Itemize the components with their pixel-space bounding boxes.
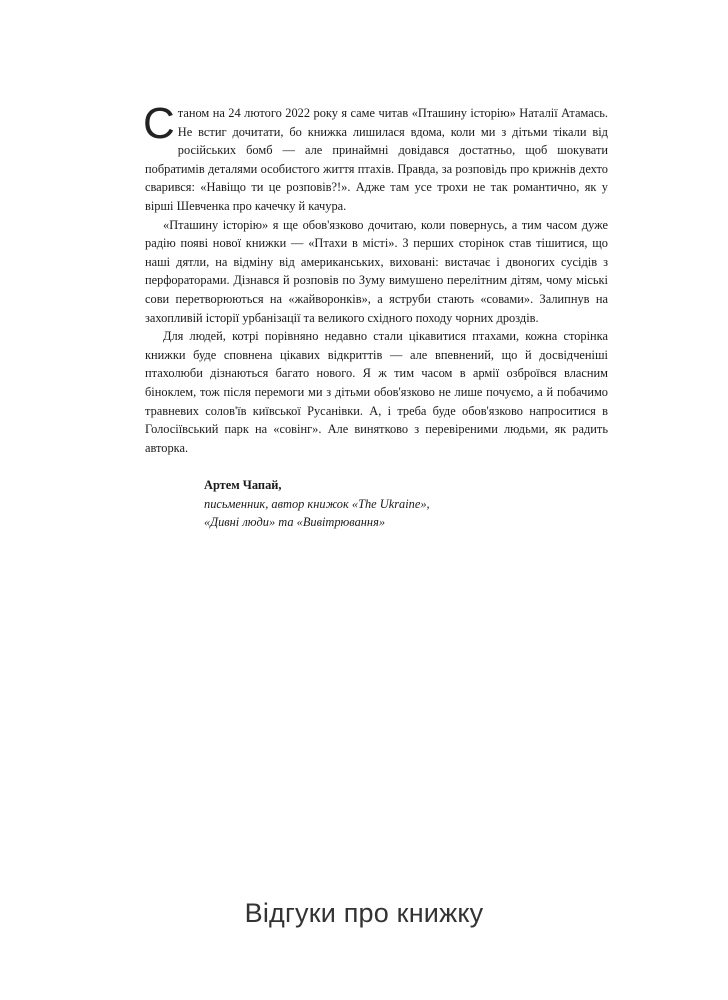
review-text: [143, 99, 608, 457]
author-name: Артем Чапай,: [204, 478, 282, 492]
section-title: Відгуки про книжку: [244, 898, 484, 928]
author-role-line-1: письменник, автор книжок «The Ukraine»,: [204, 496, 430, 511]
author-role-line-2: «Дивні люди» та «Вивітрювання»: [204, 515, 386, 530]
review-paragraph-3: Для людей, котрі порівняно недавно стали цікавитися птахами, кожна сторінка книжки буде сповнена цікавих відкриттів — але впевнений, що й досвідченіші птахолюби дізнаються багато нового. Я ж тим часом в армії озброївся власним біноклем, тож після перемоги ми з дітьми обов'язково не лише почуємо, а й побачимо травневих солов'їв київської Русанівки. А, і треба буде обов'язково напроситися в Голосіївський парк на «совінг». Але винятково з перевіреними людьми, як радить авторка.: [145, 329, 608, 455]
drop-cap-letter: С: [143, 99, 175, 148]
review-paragraph-1: [143, 99, 608, 216]
review-signature: [204, 476, 604, 532]
review-paragraph-2: «Пташину історію» я ще обов'язково дочитаю, коли повернусь, а тим часом дуже радію появі нової книжки — «Птахи в місті». З перших сторінок став тішитися, що наші дятли, на відміну від американських, виховані: вистачає і двоногих сусідів з перфораторами. Дізнався й розповів по Зуму вимушено перелітним дітям, чому міські сови перетворюються на «жайворонків», а яструби стають «совами». Залипнув на захопливій історії урбанізації та великого східного походу чорних дроздів.: [145, 217, 608, 325]
paragraph-1-text: таном на 24 лютого 2022 року я саме читав «Пташину історію» Наталії Атамась. Не встиг дочитати, бо книжка лишилася вдома, коли ми з дітьми тікали від російських бомб — але принаймні довідався достатньо, щоб шокувати побратимів деталями особистого життя птахів. Правда, за розповідь про крижнів дехто сварився: «Навіщо ти це розповів?!». Адже там усе трохи не так романтично, як у вірші Шевченка про качечку й качура.: [145, 106, 608, 213]
